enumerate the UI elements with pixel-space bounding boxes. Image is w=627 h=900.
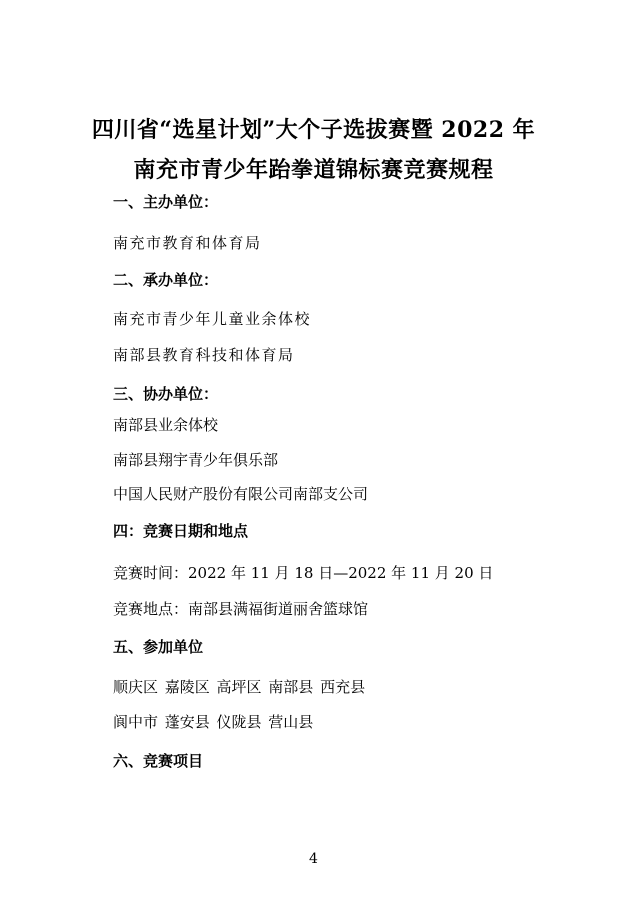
section-heading-events: 六、竞赛项目: [113, 752, 204, 770]
undertaker-item: 南充市青少年儿童业余体校: [113, 310, 312, 328]
section-heading-undertaker: 二、承办单位：: [113, 271, 219, 289]
page-number: 4: [309, 851, 318, 867]
co-organizer-item: 南部县业余体校: [113, 416, 219, 434]
competition-time: 竞赛时间：2022 年 11 月 18 日—2022 年 11 月 20 日: [113, 564, 494, 582]
competition-venue: 竞赛地点：南部县满福街道丽舍篮球馆: [113, 600, 369, 618]
participants-row: 阆中市 蓬安县 仪陇县 营山县: [113, 713, 314, 731]
section-heading-co-organizer: 三、协办单位：: [113, 385, 219, 403]
participants-row: 顺庆区 嘉陵区 高坪区 南部县 西充县: [113, 678, 366, 696]
undertaker-item: 南部县教育科技和体育局: [113, 346, 295, 364]
section-heading-participants: 五、参加单位: [113, 638, 204, 656]
section-heading-date-venue: 四：竞赛日期和地点: [113, 522, 249, 540]
document-title-line-1: 四川省“选星计划”大个子选拔赛暨 2022 年: [91, 117, 536, 143]
document-title-line-2: 南充市青少年跆拳道锦标赛竞赛规程: [133, 157, 494, 183]
co-organizer-item: 南部县翔宇青少年俱乐部: [113, 451, 279, 469]
section-heading-organizer: 一、主办单位：: [113, 193, 219, 211]
co-organizer-item: 中国人民财产股份有限公司南部支公司: [113, 485, 369, 503]
organizer-item: 南充市教育和体育局: [113, 234, 262, 252]
